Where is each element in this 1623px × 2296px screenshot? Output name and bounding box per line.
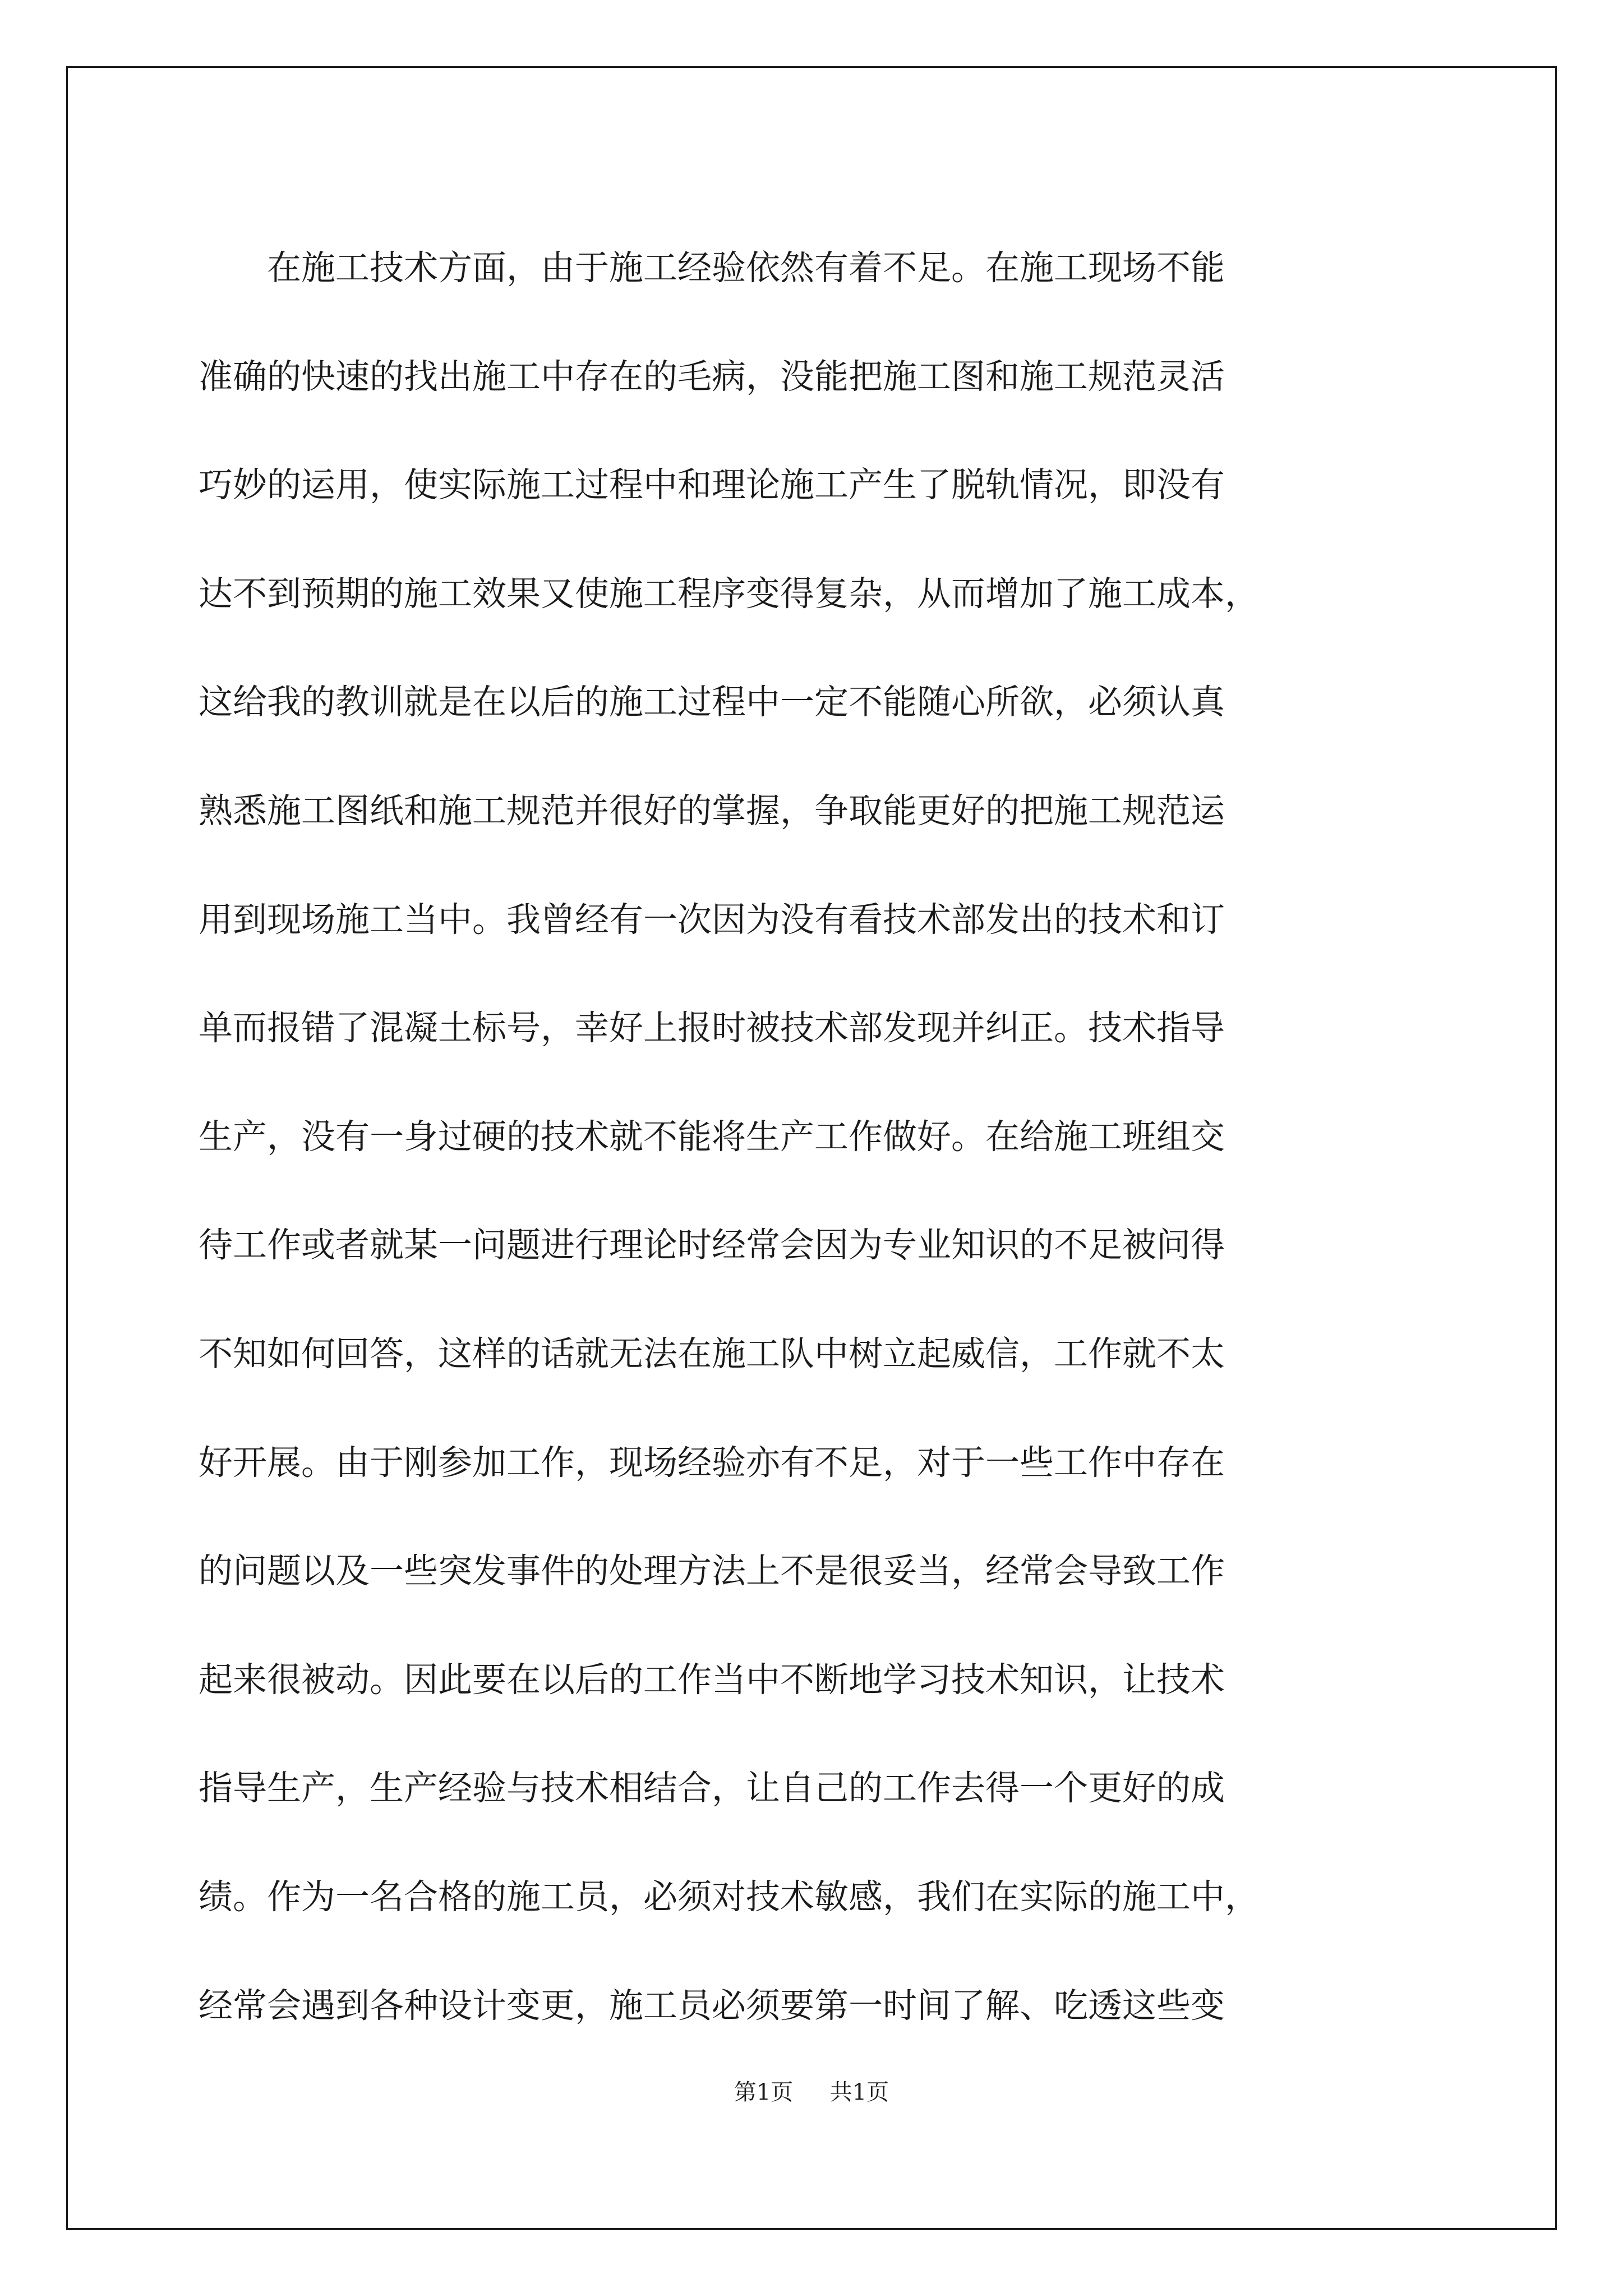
body-text xyxy=(199,214,1430,2060)
text-line-1: 在施工技术方面，由于施工经验依然有着不足。在施工现场不能 xyxy=(199,248,1225,288)
text-line-14: 起来很被动。因此要在以后的工作当中不断地学习技术知识，让技术 xyxy=(199,1659,1225,1700)
text-line-7: 用到现场施工当中。我曾经有一次因为没有看技术部发出的技术和订 xyxy=(199,899,1225,940)
text-line-17: 经常会遇到各种设计变更，施工员必须要第一时间了解、吃透这些变 xyxy=(199,1985,1225,2026)
text-line-11: 不知如何回答，这样的话就无法在施工队中树立起威信，工作就不太 xyxy=(199,1333,1225,1374)
text-line-8: 单而报错了混凝土标号，幸好上报时被技术部发现并纠正。技术指导 xyxy=(199,1008,1225,1048)
text-line-3: 巧妙的运用，使实际施工过程中和理论施工产生了脱轨情况，即没有 xyxy=(199,465,1225,505)
text-line-6: 熟悉施工图纸和施工规范并很好的掌握，争取能更好的把施工规范运 xyxy=(199,790,1225,831)
text-line-12: 好开展。由于刚参加工作，现场经验亦有不足，对于一些工作中存在 xyxy=(199,1442,1225,1483)
page-total: 共1页 xyxy=(829,2079,889,2105)
text-line-2: 准确的快速的找出施工中存在的毛病，没能把施工图和施工规范灵活 xyxy=(199,356,1225,397)
text-line-4: 达不到预期的施工效果又使施工程序变得复杂，从而增加了施工成本， xyxy=(199,573,1260,614)
text-line-15: 指导生产，生产经验与技术相结合，让自己的工作去得一个更好的成 xyxy=(199,1768,1225,1809)
page-footer xyxy=(0,2077,1623,2108)
text-line-5: 这给我的教训就是在以后的施工过程中一定不能随心所欲，必须认真 xyxy=(199,682,1225,723)
text-line-9: 生产，没有一身过硬的技术就不能将生产工作做好。在给施工班组交 xyxy=(199,1116,1225,1157)
text-line-13: 的问题以及一些突发事件的处理方法上不是很妥当，经常会导致工作 xyxy=(199,1551,1225,1591)
page-number: 第1页 xyxy=(734,2079,794,2105)
text-line-10: 待工作或者就某一问题进行理论时经常会因为专业知识的不足被问得 xyxy=(199,1225,1225,1266)
text-line-16: 绩。作为一名合格的施工员，必须对技术敏感，我们在实际的施工中， xyxy=(199,1876,1260,1917)
